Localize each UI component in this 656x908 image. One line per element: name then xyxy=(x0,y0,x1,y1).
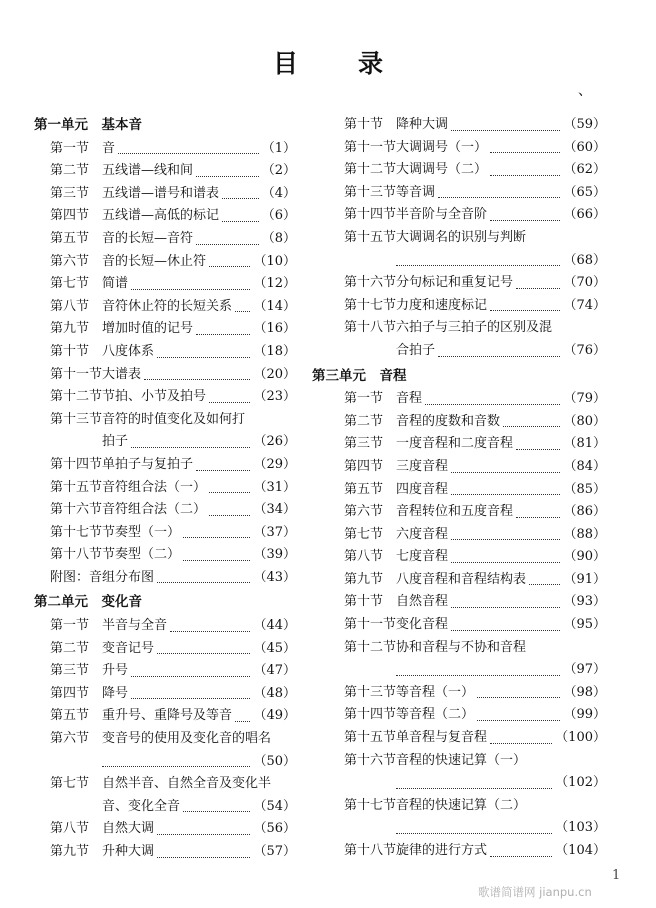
entry-page: （26） xyxy=(253,434,296,450)
entry-page: （76） xyxy=(563,342,606,358)
entry-page: （50） xyxy=(253,753,296,769)
toc-entry[interactable] xyxy=(34,728,296,773)
leader-dots xyxy=(222,198,259,199)
toc-entry[interactable] xyxy=(34,705,296,728)
entry-title: 音符休止符的长短关系 xyxy=(102,298,233,314)
entry-page: （103） xyxy=(555,820,606,836)
toc-entry[interactable] xyxy=(328,411,606,434)
entry-page: （99） xyxy=(563,707,606,723)
entry-number: 第十四节 xyxy=(50,456,103,472)
toc-entry[interactable] xyxy=(328,137,606,160)
page-title: 目录 xyxy=(272,49,443,78)
entry-page: （23） xyxy=(253,389,296,405)
entry-number: 第三节 xyxy=(344,436,384,452)
entry-number: 第十三节 xyxy=(344,184,397,200)
leader-dots xyxy=(131,289,250,290)
entry-page: （97） xyxy=(563,662,606,678)
entry-page: （85） xyxy=(563,481,606,497)
leader-dots xyxy=(131,698,250,699)
entry-page: （48） xyxy=(253,685,296,701)
leader-dots xyxy=(157,653,250,654)
leader-dots xyxy=(490,220,560,221)
leader-dots xyxy=(102,766,250,767)
entry-number: 第八节 xyxy=(344,549,384,565)
leader-dots xyxy=(144,379,250,380)
entry-title: 六度音程 xyxy=(396,526,449,542)
leader-dots xyxy=(516,517,560,518)
entry-page: （34） xyxy=(253,502,296,518)
entry-title: 音 xyxy=(102,140,116,156)
entry-number: 第九节 xyxy=(50,844,90,859)
entry-list xyxy=(34,138,296,409)
entry-title: 六拍子与三拍子的区别及混 xyxy=(396,320,553,336)
entry-number: 第八节 xyxy=(50,298,90,314)
entry-number: 第八节 xyxy=(50,821,90,837)
unit-heading: 第二单元 变化音 xyxy=(34,594,142,611)
entry-page: （14） xyxy=(253,298,296,314)
leader-dots xyxy=(209,266,250,267)
entry-title: 半音与全音 xyxy=(102,618,168,634)
leader-dots xyxy=(451,630,560,631)
entry-title: 一度音程和二度音程 xyxy=(396,436,514,452)
entry-number: 第九节 xyxy=(344,571,384,587)
leader-dots xyxy=(183,537,250,538)
site-watermark: 歌谱简谱网 jianpu.cn xyxy=(478,885,592,899)
entry-number: 第十五节 xyxy=(344,730,397,746)
entry-page: （37） xyxy=(253,524,296,540)
entry-title: 等音调 xyxy=(396,184,436,200)
entry-number: 第四节 xyxy=(50,685,90,701)
leader-dots xyxy=(396,675,560,676)
entry-number: 第十七节 xyxy=(344,797,397,813)
toc-entry[interactable] xyxy=(328,614,606,637)
entry-page: （60） xyxy=(563,139,606,155)
leader-dots xyxy=(118,153,259,154)
leader-dots xyxy=(451,130,560,131)
entry-number: 第四节 xyxy=(50,208,90,224)
entry-page: （84） xyxy=(563,458,606,474)
toc-entry[interactable] xyxy=(328,204,606,227)
leader-dots xyxy=(235,311,250,312)
entry-title: 音程的快速记算（二） xyxy=(396,797,527,813)
entry-number: 第十节 xyxy=(344,594,384,610)
toc-entry[interactable] xyxy=(328,272,606,295)
leader-dots xyxy=(209,515,250,516)
entry-title: 降号 xyxy=(102,685,129,701)
leader-dots xyxy=(490,152,560,153)
leader-dots xyxy=(529,584,560,585)
entry-page: （54） xyxy=(253,798,296,814)
entry-number: 第十七节 xyxy=(344,297,397,313)
entry-page: （31） xyxy=(253,479,296,495)
entry-page: （18） xyxy=(253,343,296,359)
toc-entry[interactable] xyxy=(34,251,296,274)
leader-dots xyxy=(157,582,250,583)
entry-page: （98） xyxy=(563,684,606,700)
entry-list xyxy=(328,388,606,637)
entry-title: 大调调号（一） xyxy=(396,139,488,155)
entry-title: 四度音程 xyxy=(396,481,449,497)
toc-entry[interactable] xyxy=(34,386,296,409)
entry-page: （6） xyxy=(261,208,296,224)
toc-entry[interactable] xyxy=(328,479,606,502)
entry-page: （86） xyxy=(563,504,606,520)
toc-entry[interactable] xyxy=(34,499,296,522)
toc-entry[interactable] xyxy=(328,569,606,592)
entry-number: 第十六节 xyxy=(344,752,397,768)
entry-number: 第七节 xyxy=(50,776,90,792)
toc-entry[interactable] xyxy=(34,841,296,864)
entry-list xyxy=(34,818,296,863)
toc-entry[interactable] xyxy=(34,773,296,818)
entry-number: 第十六节 xyxy=(344,275,397,291)
leader-dots xyxy=(438,197,560,198)
toc-entry[interactable] xyxy=(34,318,296,341)
leader-dots xyxy=(196,244,259,245)
entry-title: 自然音程 xyxy=(396,594,449,610)
entry-number: 第七节 xyxy=(50,276,90,292)
entry-title: 重升号、重降号及等音 xyxy=(102,708,233,724)
entry-page: （91） xyxy=(563,571,606,587)
leader-dots xyxy=(451,472,560,473)
toc-entry[interactable] xyxy=(328,433,606,456)
leader-dots xyxy=(451,607,560,608)
entry-number: 第二节 xyxy=(50,640,90,656)
entry-title: 简谱 xyxy=(102,276,129,292)
entry-title: 单音程与复音程 xyxy=(396,730,488,746)
entry-title: 音的长短—音符 xyxy=(102,230,194,246)
entry-page: （47） xyxy=(253,663,296,679)
entry-number: 第十六节 xyxy=(50,502,103,518)
toc-entry[interactable] xyxy=(328,227,606,272)
toc-entry[interactable] xyxy=(34,228,296,251)
entry-page: （44） xyxy=(253,618,296,634)
leader-dots xyxy=(157,357,250,358)
leader-dots xyxy=(235,721,250,722)
entry-number: 第十一节 xyxy=(50,366,103,382)
entry-page: （39） xyxy=(253,547,296,563)
toc-right-column xyxy=(312,114,606,863)
toc-entry[interactable] xyxy=(328,501,606,524)
entry-page: （49） xyxy=(253,708,296,724)
entry-page: （80） xyxy=(563,413,606,429)
entry-number: 第二节 xyxy=(50,163,90,179)
entry-title: 五线谱—高低的标记 xyxy=(102,208,220,224)
entry-page: （29） xyxy=(253,456,296,472)
entry-title: 单拍子与复拍子 xyxy=(102,456,194,472)
entry-number: 第十二节 xyxy=(50,389,103,405)
entry-page: （8） xyxy=(261,230,296,246)
entry-page: （81） xyxy=(563,436,606,452)
entry-page: （68） xyxy=(563,252,606,268)
entry-list xyxy=(328,114,606,227)
leader-dots xyxy=(209,492,250,493)
toc-entry[interactable] xyxy=(328,182,606,205)
leader-dots xyxy=(196,176,259,177)
entry-title: 五线谱—谱号和谱表 xyxy=(102,185,220,201)
entry-title: 节奏型（一） xyxy=(102,524,181,540)
entry-page: （56） xyxy=(253,821,296,837)
entry-page: （2） xyxy=(261,163,296,179)
toc-entry[interactable] xyxy=(328,704,606,727)
entry-number: 第十四节 xyxy=(344,707,397,723)
toc-entry[interactable] xyxy=(34,183,296,206)
toc-entry[interactable] xyxy=(328,317,606,362)
leader-dots xyxy=(425,404,560,405)
leader-dots xyxy=(490,175,560,176)
entry-title: 协和音程与不协和音程 xyxy=(396,639,527,655)
toc-entry[interactable] xyxy=(328,682,606,705)
toc-entry[interactable] xyxy=(34,409,296,454)
entry-number: 第四节 xyxy=(344,458,384,474)
entry-title: 音符的时值变化及如何打 xyxy=(102,411,246,427)
entry-title: 变音号的使用及变化音的唱名 xyxy=(102,731,272,747)
toc-entry[interactable] xyxy=(328,114,606,137)
entry-list xyxy=(328,682,606,750)
leader-dots xyxy=(131,676,250,677)
leader-dots xyxy=(396,788,552,789)
entry-title: 音程的快速记算（一） xyxy=(396,752,527,768)
entry-number: 第二节 xyxy=(344,413,384,429)
entry-page: （93） xyxy=(563,594,606,610)
leader-dots xyxy=(451,539,560,540)
entry-page: （100） xyxy=(555,730,606,746)
entry-number: 第十一节 xyxy=(344,139,397,155)
entry-title: 变化音程 xyxy=(396,617,449,633)
entry-number: 第十二节 xyxy=(344,162,397,178)
entry-list xyxy=(328,272,606,317)
toc-entry[interactable] xyxy=(34,273,296,296)
entry-title: 音程 xyxy=(396,391,423,407)
toc-entry[interactable] xyxy=(328,795,606,840)
entry-title: 八度音程和音程结构表 xyxy=(396,571,527,587)
entry-title: 五线谱—线和间 xyxy=(102,163,194,179)
entry-number: 第一节 xyxy=(344,391,384,407)
page-number: 1 xyxy=(612,868,621,883)
entry-page: （1） xyxy=(261,140,296,156)
unit-heading: 第一单元 基本音 xyxy=(34,117,142,133)
toc-entry[interactable] xyxy=(34,818,296,841)
leader-dots xyxy=(516,288,560,289)
entry-number: 第六节 xyxy=(344,504,384,520)
toc-entry[interactable] xyxy=(34,205,296,228)
entry-title: 音符组合法（一） xyxy=(102,479,207,495)
leader-dots xyxy=(170,631,250,632)
entry-title: 半音阶与全音阶 xyxy=(396,207,488,223)
entry-title: 自然半音、自然全音及变化半 xyxy=(102,776,272,792)
entry-number: 第九节 xyxy=(50,321,90,337)
toc-entry[interactable] xyxy=(34,454,296,477)
toc-entry[interactable] xyxy=(328,727,606,750)
entry-title: 升号 xyxy=(102,663,129,679)
entry-title: 力度和速度标记 xyxy=(396,297,488,313)
entry-number: 第十八节 xyxy=(344,843,397,858)
entry-page: （12） xyxy=(253,276,296,292)
entry-number: 第五节 xyxy=(50,230,90,246)
toc-entry[interactable] xyxy=(34,364,296,387)
entry-list xyxy=(34,454,296,567)
toc-entry[interactable] xyxy=(328,546,606,569)
entry-page: （62） xyxy=(563,162,606,178)
leader-dots xyxy=(477,720,560,721)
entry-page: （79） xyxy=(563,391,606,407)
entry-number: 第六节 xyxy=(50,731,90,747)
entry-title: 音程的度数和音数 xyxy=(396,413,501,429)
entry-title: 大调调名的识别与判断 xyxy=(396,229,527,245)
toc-entry[interactable] xyxy=(328,750,606,795)
entry-title: 分句标记和重复记号 xyxy=(396,275,514,291)
entry-page: （16） xyxy=(253,321,296,337)
entry-title: 等音程（一） xyxy=(396,684,475,700)
entry-number: 第十二节 xyxy=(344,639,397,655)
leader-dots xyxy=(131,447,250,448)
leader-dots xyxy=(209,402,250,403)
entry-title: 节拍、小节及拍号 xyxy=(102,389,207,405)
leader-dots xyxy=(477,697,560,698)
entry-number: 第三节 xyxy=(50,663,90,679)
leader-dots xyxy=(396,833,552,834)
entry-page: （95） xyxy=(563,617,606,633)
toc-entry[interactable] xyxy=(328,591,606,614)
entry-number: 第七节 xyxy=(344,526,384,542)
toc-entry[interactable] xyxy=(328,637,606,682)
leader-dots xyxy=(490,856,552,857)
entry-number: 第三节 xyxy=(50,185,90,201)
entry-title: 音的长短—休止符 xyxy=(102,253,207,269)
leader-dots xyxy=(438,356,560,357)
entry-page: （88） xyxy=(563,526,606,542)
entry-page: （57） xyxy=(253,844,296,859)
entry-title: 增加时值的记号 xyxy=(102,321,194,337)
entry-number: 第十三节 xyxy=(344,684,397,700)
toc-entry[interactable] xyxy=(328,524,606,547)
unit-heading: 第三单元 音程 xyxy=(312,367,407,384)
toc-entry[interactable] xyxy=(34,522,296,545)
entry-title-cont: 拍子 xyxy=(102,434,129,450)
entry-page: （66） xyxy=(563,207,606,223)
entry-page: （45） xyxy=(253,640,296,656)
entry-number: 第十节 xyxy=(344,117,384,132)
entry-title: 音程转位和五度音程 xyxy=(396,504,514,520)
entry-page: （20） xyxy=(253,366,296,382)
leader-dots xyxy=(396,265,560,266)
leader-dots xyxy=(196,334,250,335)
entry-page: （102） xyxy=(555,775,606,791)
entry-number: 第一节 xyxy=(50,140,90,156)
toc-entry[interactable] xyxy=(34,683,296,706)
toc-entry[interactable] xyxy=(328,295,606,318)
entry-title: 等音程（二） xyxy=(396,707,475,723)
entry-page: （74） xyxy=(563,297,606,313)
entry-title-cont: 合拍子 xyxy=(396,342,436,358)
leader-dots xyxy=(516,449,560,450)
leader-dots xyxy=(451,494,560,495)
toc-entry[interactable] xyxy=(328,456,606,479)
leader-dots xyxy=(157,834,250,835)
entry-page: （90） xyxy=(563,549,606,565)
entry-page: （43） xyxy=(253,569,296,585)
toc-entry[interactable] xyxy=(34,341,296,364)
entry-title: 降种大调 xyxy=(396,117,449,132)
leader-dots xyxy=(490,310,560,311)
toc-entry[interactable] xyxy=(328,159,606,182)
entry-number: 第十八节 xyxy=(344,320,397,336)
entry-title: 音符组合法（二） xyxy=(102,502,207,518)
toc-entry-appendix[interactable] xyxy=(34,567,296,590)
entry-number: 第十七节 xyxy=(50,524,103,540)
toc-left-column xyxy=(34,114,296,864)
entry-page: （104） xyxy=(555,843,606,858)
entry-title: 旋律的进行方式 xyxy=(396,843,488,858)
entry-number: 第一节 xyxy=(50,618,90,634)
entry-number: 第十五节 xyxy=(344,229,397,245)
entry-number: 第十一节 xyxy=(344,617,397,633)
entry-number: 第十五节 xyxy=(50,479,103,495)
entry-title: 七度音程 xyxy=(396,549,449,565)
leader-dots xyxy=(196,470,250,471)
entry-page: （65） xyxy=(563,184,606,200)
leader-dots xyxy=(157,857,250,858)
toc-entry[interactable] xyxy=(328,840,606,863)
leader-dots xyxy=(503,426,560,427)
entry-number: 第五节 xyxy=(50,708,90,724)
entry-number: 第十八节 xyxy=(50,547,103,563)
entry-title: 自然大调 xyxy=(102,821,155,837)
leader-dots xyxy=(490,743,552,744)
toc-entry[interactable] xyxy=(34,660,296,683)
toc-entry[interactable] xyxy=(34,615,296,638)
entry-title: 变音记号 xyxy=(102,640,155,656)
entry-list xyxy=(34,615,296,728)
entry-title: 节奏型（二） xyxy=(102,547,181,563)
toc-entry[interactable] xyxy=(328,388,606,411)
entry-title: 大谱表 xyxy=(102,366,142,382)
entry-title: 大调调号（二） xyxy=(396,162,488,178)
entry-number: 第十节 xyxy=(50,343,90,359)
toc-entry[interactable] xyxy=(34,638,296,661)
toc-entry[interactable] xyxy=(34,296,296,319)
toc-entry[interactable] xyxy=(34,477,296,500)
entry-title: 升种大调 xyxy=(102,844,155,859)
leader-dots xyxy=(222,221,259,222)
entry-title: 八度体系 xyxy=(102,343,155,359)
stray-mark: 、 xyxy=(578,83,592,99)
entry-title: 附图：音组分布图 xyxy=(50,569,155,585)
entry-page: （10） xyxy=(253,253,296,269)
entry-page: （59） xyxy=(563,117,606,132)
leader-dots xyxy=(183,811,250,812)
leader-dots xyxy=(183,560,250,561)
entry-number: 第六节 xyxy=(50,253,90,269)
leader-dots xyxy=(451,562,560,563)
entry-title: 三度音程 xyxy=(396,458,449,474)
entry-number: 第五节 xyxy=(344,481,384,497)
entry-page: （4） xyxy=(261,185,296,201)
toc-entry[interactable] xyxy=(34,544,296,567)
entry-number: 第十三节 xyxy=(50,411,103,427)
toc-entry[interactable] xyxy=(34,160,296,183)
toc-entry[interactable] xyxy=(34,138,296,161)
entry-page: （70） xyxy=(563,275,606,291)
entry-title-cont: 音、变化全音 xyxy=(102,798,181,814)
entry-number: 第十四节 xyxy=(344,207,397,223)
